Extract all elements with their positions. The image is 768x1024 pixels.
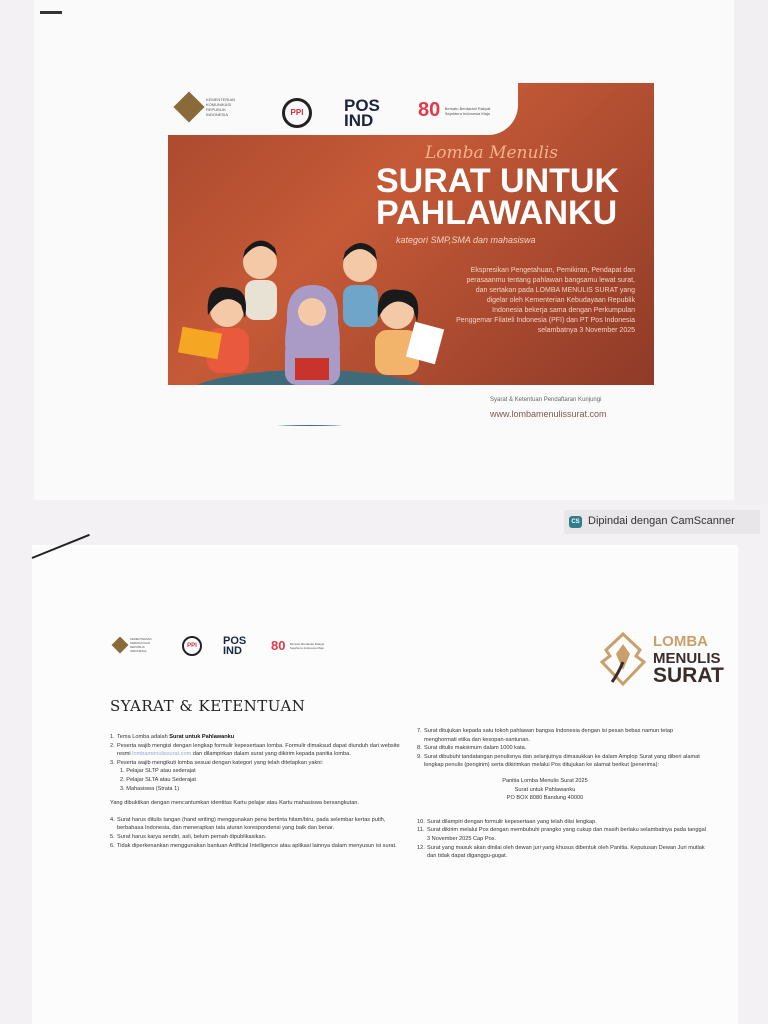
category-item: 3. Mahasiswa (Strata 1) [120, 785, 180, 792]
terms-item-number: 8. [417, 745, 422, 752]
competition-theme: Surat untuk Pahlawanku [169, 734, 235, 740]
poster-footer [170, 385, 654, 425]
student-figure [207, 287, 249, 373]
ppi-logo: PPI [182, 636, 202, 656]
ppi-logo: PPI [282, 98, 312, 128]
terms-item-number: 3. [110, 759, 115, 766]
website-link: lombamenulissurat.com [132, 751, 192, 758]
terms-item-number: 4. [110, 816, 115, 823]
posind-logo-line1: POS [223, 635, 247, 647]
terms-item [417, 818, 707, 827]
terms-item-number: 12. [417, 844, 425, 851]
lomba-menulis-surat-logo [600, 628, 730, 692]
terms-item-text: Surat ditulis maksimum dalam 1000 kata. [424, 745, 527, 752]
kementerian-logo-text: KEMENTERIAN KEBUDAYAAN REPUBLIK INDONESIA [130, 636, 152, 653]
terms-item-text: Tema Lomba adalah [117, 734, 170, 740]
indonesia-80-text: Bersatu Berdaulat Rakyat Sejahtera Indonesia Maju [444, 105, 491, 116]
student-figure [343, 243, 378, 327]
terms-right-column [417, 727, 707, 861]
posind-logo [223, 636, 246, 656]
kementerian-logo-text: KEMENTERIAN KOMUNIKASI REPUBLIK INDONESIA [206, 97, 235, 117]
poster-subtitle: Lomba Menulis [425, 143, 559, 163]
terms-left-column [110, 733, 400, 850]
indonesia-80-number: 80 [271, 638, 286, 654]
terms-item [110, 833, 400, 842]
terms-item-text: Surat dibubuhi tandatangan penulisnya dan selanjutnya dimasukkan ke dalam Amplop Surat yang diberi alamat lengkap penulis (pengirim) serta dikirimkan melalui Pos ditujukan ke alamat berikut (penerima): [424, 753, 700, 769]
terms-item-text: Surat ditujukan kepada satu tokoh pahlawan bangsa Indonesia dengan isi pesan bebas namun tetap menghormati etika dan kesopan-santunan. [424, 728, 674, 743]
poster-description: Ekspresikan Pengetahuan, Pemikiran, Pendapat dan perasaanmu tentang pahlawan bangsamu lewat surat, dan sertakan pada LOMBA MENULIS SURAT yang digelar oleh Kementerian Kebudayaan Republik Indonesia bekerja sama dengan Perkumpulan Penggemar Filateli Indonesia (PFI) dan PT Pos Indonesia selambatnya 3 November 2025 [456, 267, 635, 334]
poster-title-line1: SURAT UNTUK [376, 162, 620, 200]
scan-mark [40, 11, 62, 14]
kementerian-logo [178, 96, 246, 118]
terms-item-number: 7. [417, 728, 422, 734]
terms-item [417, 844, 707, 861]
address-line: Surat untuk Pahlawanku [514, 786, 576, 793]
posind-logo-line2: IND [344, 111, 374, 130]
terms-item-text: dan dilampirkan dalam surat yang dikirim kepada panitia lomba. [191, 751, 351, 758]
mailing-address [417, 777, 673, 803]
terms-item [110, 816, 400, 833]
terms-item [110, 842, 400, 851]
posind-logo-line1: POS [344, 96, 380, 115]
kementerian-logo [114, 636, 160, 654]
terms-item-text: Surat harus karya sendiri, asli, belum pernah dipublikasikan. [117, 833, 267, 840]
terms-item [110, 759, 400, 768]
camscanner-label: Dipindai dengan CamScanner [588, 515, 735, 527]
terms-paragraph: Yang dibuktikan dengan mencantumkan identitas Kartu pelajar atau Kartu mahasiswa bersangkutan. [110, 800, 359, 807]
brand-line2: MENULIS [653, 650, 721, 667]
poster-title-line2: PAHLAWANKU [376, 194, 618, 232]
terms-item-number: 2. [110, 742, 115, 749]
terms-heading: SYARAT & KETENTUAN [110, 697, 306, 715]
kementerian-emblem-icon [173, 91, 204, 122]
terms-item-number: 6. [110, 842, 115, 849]
student-figure [285, 285, 340, 385]
terms-item [110, 733, 400, 742]
indonesia-80-logo [418, 99, 505, 122]
poster-website-url: www.lombamenulissurat.com [490, 409, 607, 419]
posind-logo [344, 98, 380, 128]
category-item: 2. Pelajar SLTA atau Sederajat [120, 776, 196, 783]
camscanner-badge [564, 510, 760, 534]
student-figure [243, 240, 277, 320]
student-figure [375, 290, 444, 375]
terms-item [417, 826, 707, 843]
terms-item-number: 9. [417, 753, 422, 760]
terms-item [417, 753, 707, 770]
terms-item-number: 5. [110, 833, 115, 840]
quill-emblem-icon [600, 632, 646, 686]
address-line: Panitia Lomba Menulis Surat 2025 [502, 777, 588, 784]
address-line: PO BOX 8080 Bandung 40000 [506, 795, 584, 802]
terms-item [417, 727, 707, 744]
camscanner-icon: CS [569, 516, 582, 528]
terms-item-text: Surat dikirim melalui Pos dengan membubuhi prangko yang cukup dan masih berlaku selambatnya pada tanggal 3 November 2025 Cap Pos. [427, 827, 706, 842]
posind-logo-line2: IND [223, 645, 242, 657]
terms-item-text: Tidak diperkenankan menggunakan bantuan Artificial Intelligence atau aplikasi lainnya dalam menyusun isi surat. [117, 842, 397, 849]
terms-item-number: 1. [110, 734, 115, 740]
kementerian-emblem-icon [112, 636, 129, 653]
terms-item-text: Peserta wajib mengisi dengan lengkap formulir kepesertaan lomba. Formulir dimaksud dapat diunduh dari website resmi [117, 742, 400, 758]
terms-item-text: Surat dilampiri dengan formulir kepesertaan yang telah diisi lengkap. [427, 818, 597, 825]
terms-item-text: Peserta wajib mengikuti lomba sesuai dengan kategori yang telah ditetapkan yakni: [117, 759, 324, 766]
brand-line1: LOMBA [653, 633, 708, 650]
terms-item-number: 10. [417, 818, 425, 825]
terms-item-text: Surat harus ditulis tangan (hand writing) menggunakan pena bertinta hitam/biru, pada selembar kertas putih, berbahasa Indonesia, dan menerapkan tata aturan korespondensi yang baik dan benar. [117, 816, 386, 832]
terms-item [417, 744, 707, 753]
scan-edge [734, 0, 768, 505]
terms-item-text: Surat yang masuk akan dinilai oleh dewan juri yang khusus dibentuk oleh Panitia. Keputusan Dewan Juri mutlak dan tidak dapat diganggu-gugat. [427, 844, 705, 860]
indonesia-80-number: 80 [418, 99, 441, 121]
poster-footer-note: Syarat & Ketentuan Pendaftaran Kunjungi [490, 397, 602, 403]
terms-item [110, 742, 400, 759]
poster-category: kategori SMP,SMA dan mahasiswa [396, 235, 536, 245]
indonesia-80-text: Bersatu Berdaulat Rakyat Sejahtera Indonesia Maju [289, 641, 325, 650]
terms-item-number: 11. [417, 827, 425, 834]
indonesia-80-logo [271, 637, 330, 655]
brand-line3: SURAT [653, 664, 724, 687]
category-item: 1. Pelajar SLTP atau sederajat [120, 768, 196, 775]
